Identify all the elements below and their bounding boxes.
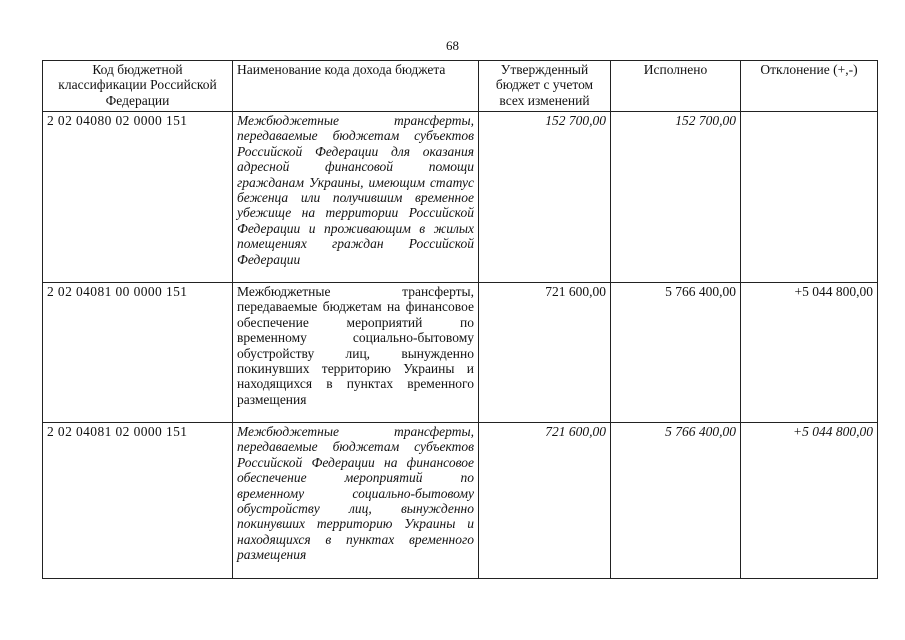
row-executed: 5 766 400,00 — [611, 423, 741, 579]
budget-revenue-table — [42, 60, 878, 579]
table-row — [43, 283, 878, 423]
header-deviation: Отклонение (+,-) — [741, 61, 878, 112]
row-code: 2 02 04081 02 0000 151 — [43, 423, 233, 579]
row-name: Межбюджетные трансферты, передаваемые бюджетам на финансовое обеспечение мероприятий по временному социально-бытовому обустройству лиц, вынужденно покинувших территорию Украины и находящихся в пунктах временного размещения — [233, 283, 479, 423]
header-code: Код бюджетной классификации Российской Федерации — [43, 61, 233, 112]
header-executed: Исполнено — [611, 61, 741, 112]
table-row — [43, 112, 878, 283]
row-code: 2 02 04080 02 0000 151 — [43, 112, 233, 283]
row-approved: 721 600,00 — [479, 423, 611, 579]
table-header — [43, 61, 878, 112]
table-row — [43, 423, 878, 579]
row-name: Межбюджетные трансферты, передаваемые бюджетам субъектов Российской Федерации на финансовое обеспечение мероприятий по временному социально-бытовому обустройству лиц, вынужденно покинувших территорию Украины и находящихся в пунктах временного размещения — [233, 423, 479, 579]
page-number: 68 — [446, 38, 459, 53]
header-name: Наименование кода дохода бюджета — [233, 61, 479, 112]
row-approved: 721 600,00 — [479, 283, 611, 423]
row-executed: 5 766 400,00 — [611, 283, 741, 423]
row-approved: 152 700,00 — [479, 112, 611, 283]
row-code: 2 02 04081 00 0000 151 — [43, 283, 233, 423]
row-executed: 152 700,00 — [611, 112, 741, 283]
table-body — [43, 112, 878, 579]
header-row — [43, 61, 878, 112]
header-approved: Утвержденный бюджет с учетом всех изменений — [479, 61, 611, 112]
row-deviation: +5 044 800,00 — [741, 283, 878, 423]
row-name: Межбюджетные трансферты, передаваемые бюджетам субъектов Российской Федерации для оказания адресной финансовой помощи гражданам Украины, имеющим статус беженца или получившим временное убежище на территории Российской Федерации и проживающим в жилых помещениях граждан Российской Федерации — [233, 112, 479, 283]
row-deviation: +5 044 800,00 — [741, 423, 878, 579]
row-deviation — [741, 112, 878, 283]
